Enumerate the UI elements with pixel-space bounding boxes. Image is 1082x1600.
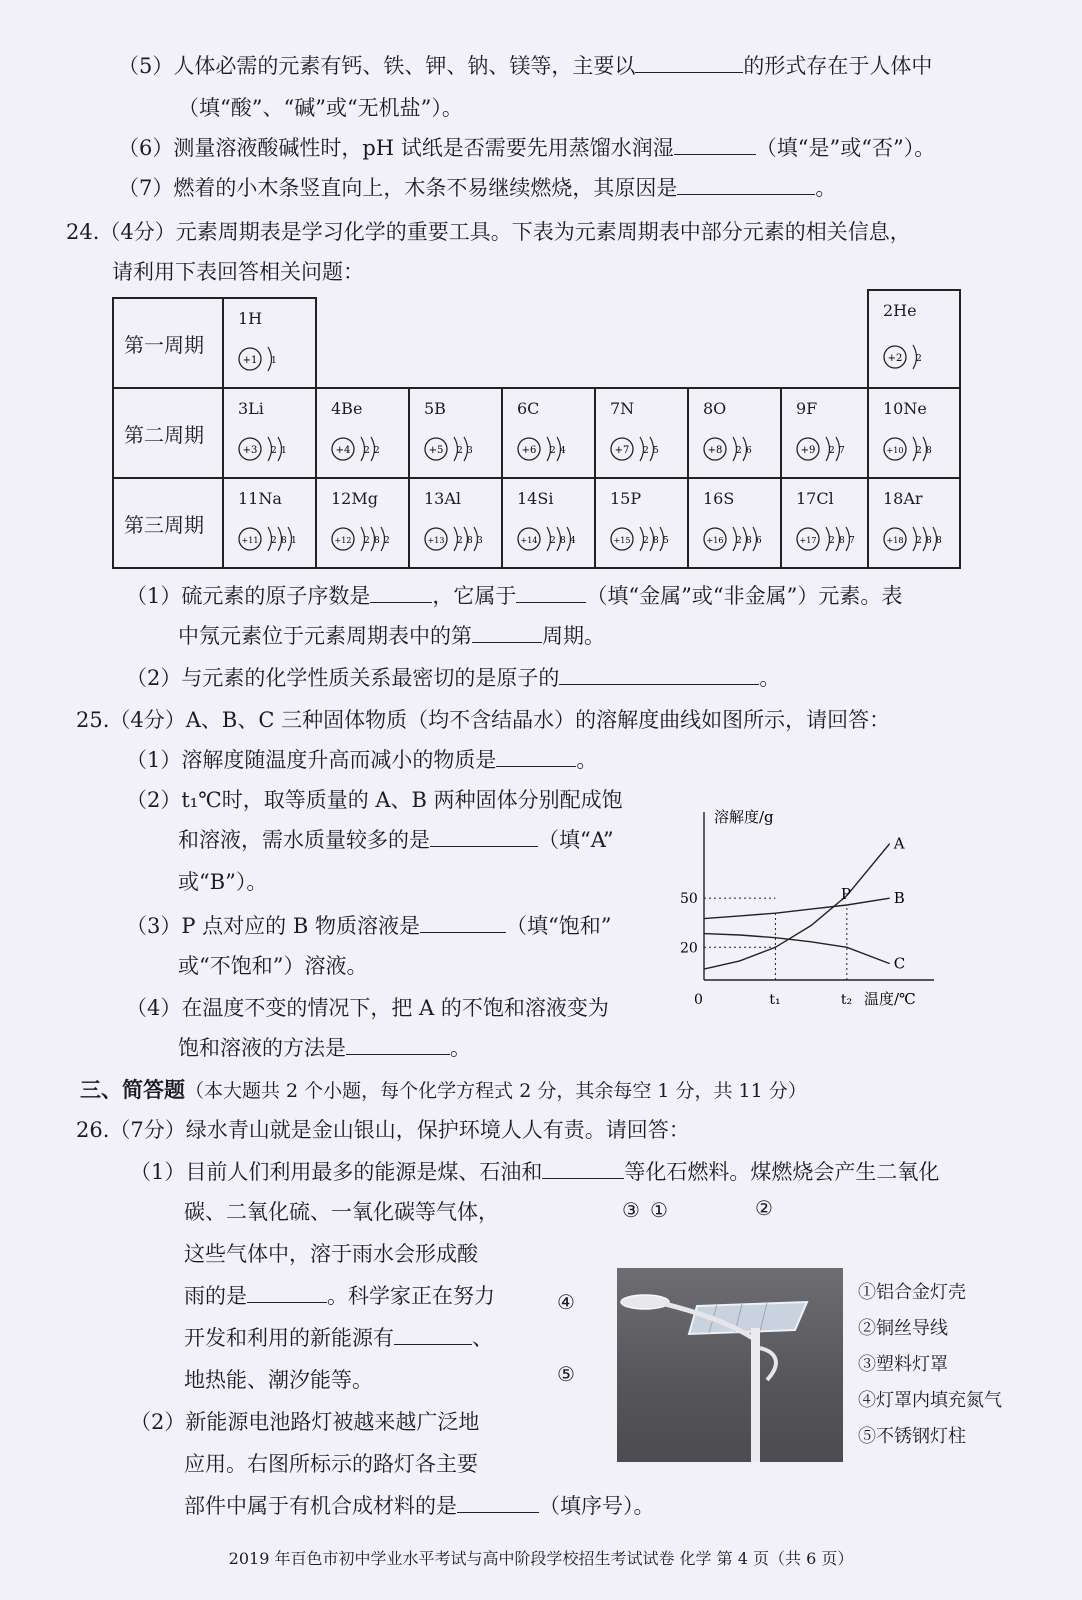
marker-3: ③ — [622, 1198, 640, 1222]
answer-blank[interactable] — [674, 134, 756, 155]
electron-count: 2 — [364, 536, 370, 546]
electron-count: 3 — [477, 536, 483, 546]
marker-2: ② — [755, 1196, 773, 1220]
electron-count: 7 — [849, 536, 855, 546]
q25-part2-cont: 和溶液，需水质量较多的是 （填“A” — [178, 828, 614, 852]
electron-count: 8 — [653, 536, 659, 546]
element-symbol: 1H — [238, 309, 263, 328]
element-cell — [222, 387, 317, 479]
nuclear-charge: +18 — [886, 536, 904, 545]
nuclear-charge: +1 — [242, 355, 258, 366]
element-symbol: 8O — [703, 399, 727, 418]
electron-count: 8 — [281, 536, 287, 546]
atom-structure-diagram — [881, 429, 961, 469]
x-tick-label: 0 — [694, 992, 703, 1008]
electron-count: 8 — [936, 536, 942, 546]
nuclear-charge: +9 — [800, 445, 816, 456]
electron-count: 2 — [916, 446, 922, 456]
q25-part4: （4）在温度不变的情况下，把 A 的不饱和溶液变为 — [126, 996, 609, 1020]
nuclear-charge: +2 — [887, 353, 903, 364]
q24-part1-cont: 中氖元素位于元素周期表中的第 周期。 — [178, 624, 605, 648]
electron-count: 5 — [663, 536, 669, 546]
electron-count: 6 — [756, 536, 762, 546]
atom-structure-diagram — [881, 519, 961, 559]
answer-blank[interactable] — [346, 1034, 450, 1055]
atom-structure-diagram — [422, 429, 502, 469]
atom-structure-diagram — [701, 519, 781, 559]
element-symbol: 16S — [703, 489, 735, 508]
answer-blank[interactable] — [247, 1282, 327, 1303]
electron-count: 2 — [643, 536, 649, 546]
electron-count: 2 — [374, 446, 380, 456]
q26-part2: （2）新能源电池路灯被越来越广泛地 — [130, 1410, 480, 1434]
answer-blank[interactable] — [430, 826, 538, 847]
electron-count: 7 — [839, 446, 845, 456]
x-tick-label: t₁ — [769, 992, 781, 1008]
period-label — [112, 477, 224, 569]
electron-count: 2 — [643, 446, 649, 456]
series-label-c: C — [893, 954, 906, 973]
answer-blank[interactable] — [394, 1324, 472, 1345]
nuclear-charge: +4 — [335, 445, 351, 456]
atom-structure-diagram — [236, 429, 316, 469]
q23-part6: （6）测量溶液酸碱性时，pH 试纸是否需要先用蒸馏水润湿 （填“是”或“否”）。 — [118, 136, 936, 160]
nuclear-charge: +17 — [799, 536, 817, 545]
atom-structure-diagram — [608, 519, 688, 559]
atom-structure-diagram — [329, 429, 409, 469]
atom-structure-diagram — [329, 519, 409, 559]
electron-count: 2 — [550, 446, 556, 456]
x-tick-label: t₂ — [840, 992, 853, 1008]
electron-count: 3 — [467, 446, 473, 456]
electron-count: 2 — [384, 536, 390, 546]
q25-part2-end: 或“B”）。 — [178, 870, 268, 894]
electron-count: 1 — [271, 356, 277, 366]
q26-part1-line4: 雨的是 。科学家正在努力 — [184, 1284, 495, 1308]
period-label-text: 第一周期 — [124, 333, 204, 357]
element-symbol: 9F — [796, 399, 818, 418]
element-symbol: 12Mg — [331, 489, 378, 508]
electron-count: 5 — [653, 446, 659, 456]
element-symbol: 2He — [883, 301, 917, 320]
legend-item: ①铝合金灯壳 — [858, 1282, 966, 1303]
q23-part5-hint: （填“酸”、“碱”或“无机盐”）。 — [178, 96, 463, 120]
x-axis-label: 温度/℃ — [864, 990, 916, 1008]
electron-count: 2 — [457, 446, 463, 456]
electron-count: 8 — [839, 536, 845, 546]
nuclear-charge: +15 — [613, 536, 631, 545]
q25-stem: 25.（4分）A、B、C 三种固体物质（均不含结晶水）的溶解度曲线如图所示，请回答： — [76, 708, 891, 732]
intersection-point-label: P — [840, 885, 851, 903]
periodic-table — [112, 297, 972, 567]
electron-count: 1 — [281, 446, 287, 456]
nuclear-charge: +8 — [707, 445, 723, 456]
answer-blank[interactable] — [677, 174, 815, 195]
q26-part1-line5: 开发和利用的新能源有 、 — [184, 1326, 493, 1350]
atom-structure-diagram — [515, 519, 595, 559]
nuclear-charge: +11 — [241, 536, 259, 545]
marker-5: ⑤ — [557, 1362, 575, 1386]
period-label-text: 第三周期 — [124, 513, 204, 537]
nuclear-charge: +12 — [334, 536, 352, 545]
answer-blank[interactable] — [516, 582, 586, 603]
electron-count: 2 — [916, 536, 922, 546]
q25-part4-cont: 饱和溶液的方法是 。 — [178, 1036, 471, 1060]
electron-count: 1 — [291, 536, 297, 546]
atom-structure-diagram — [608, 429, 688, 469]
element-symbol: 14Si — [517, 489, 554, 508]
electron-count: 2 — [364, 446, 370, 456]
nuclear-charge: +5 — [428, 445, 444, 456]
electron-count: 4 — [570, 536, 576, 546]
answer-blank[interactable] — [542, 1158, 624, 1179]
q25-part2: （2）t₁℃时，取等质量的 A、B 两种固体分别配成饱 — [126, 788, 623, 812]
q26-part1: （1）目前人们利用最多的能源是煤、石油和 等化石燃料。煤燃烧会产生二氧化 — [130, 1160, 940, 1184]
electron-count: 8 — [926, 536, 932, 546]
series-line-b — [704, 898, 890, 918]
nuclear-charge: +7 — [614, 445, 630, 456]
page-footer: 2019 年百色市初中学业水平考试与高中阶段学校招生考试试卷 化学 第 4 页（共 6 页） — [228, 1549, 854, 1568]
element-symbol: 17Cl — [796, 489, 834, 508]
q26-part1-line3: 这些气体中，溶于雨水会形成酸 — [184, 1242, 478, 1266]
electron-count: 2 — [271, 446, 277, 456]
solubility-chart — [680, 808, 970, 1028]
element-cell — [501, 387, 596, 479]
element-symbol: 15P — [610, 489, 642, 508]
element-cell — [687, 387, 782, 479]
electron-count: 8 — [467, 536, 473, 546]
element-symbol: 3Li — [238, 399, 264, 418]
element-cell — [867, 387, 961, 479]
legend-item: ⑤不锈钢灯柱 — [858, 1426, 966, 1447]
electron-count: 8 — [374, 536, 380, 546]
nuclear-charge: +16 — [706, 536, 724, 545]
element-cell — [222, 477, 317, 569]
electron-count: 2 — [916, 354, 922, 364]
element-cell — [501, 477, 596, 569]
series-label-a: A — [893, 834, 905, 853]
electron-count: 8 — [560, 536, 566, 546]
atom-structure-diagram — [701, 429, 781, 469]
element-symbol: 7N — [610, 399, 635, 418]
electron-count: 8 — [746, 536, 752, 546]
q24-stem: 24.（4分）元素周期表是学习化学的重要工具。下表为元素周期表中部分元素的相关信息， — [66, 220, 911, 244]
street-lamp-photo — [617, 1268, 843, 1462]
q23-part5: （5）人体必需的元素有钙、铁、钾、钠、镁等，主要以 的形式存在于人体中 — [118, 54, 933, 78]
element-cell — [315, 387, 410, 479]
q26-stem: 26.（7分）绿水青山就是金山银山，保护环境人人有责。请回答： — [76, 1118, 690, 1142]
element-symbol: 13Al — [424, 489, 462, 508]
q25-part3: （3）P 点对应的 B 物质溶液是 （填“饱和” — [126, 914, 612, 938]
element-symbol: 11Na — [238, 489, 282, 508]
period-label-text: 第二周期 — [124, 423, 204, 447]
answer-blank[interactable] — [457, 1492, 539, 1513]
element-cell — [408, 477, 503, 569]
electron-count: 2 — [829, 446, 835, 456]
element-symbol: 5B — [424, 399, 446, 418]
q26-part2-line3: 部件中属于有机合成材料的是 （填序号）。 — [184, 1494, 655, 1518]
legend-item: ②铜丝导线 — [858, 1318, 948, 1339]
element-cell — [780, 387, 869, 479]
electron-count: 2 — [736, 536, 742, 546]
electron-count: 4 — [560, 446, 566, 456]
q26-part1-line2: 碳、二氧化硫、一氧化碳等气体， — [184, 1200, 499, 1224]
nuclear-charge: +10 — [886, 446, 904, 455]
legend-item: ③塑料灯罩 — [858, 1354, 948, 1375]
nuclear-charge: +13 — [427, 536, 445, 545]
element-symbol: 18Ar — [883, 489, 923, 508]
element-cell — [867, 477, 961, 569]
nuclear-charge: +3 — [242, 445, 258, 456]
y-tick-label: 20 — [680, 940, 698, 957]
nuclear-charge: +6 — [521, 445, 537, 456]
atom-structure-diagram — [515, 429, 595, 469]
element-cell — [594, 387, 689, 479]
q24-part1: （1）硫元素的原子序数是 ，它属于 （填“金属”或“非金属”）元素。表 — [126, 584, 903, 608]
q26-part1-line6: 地热能、潮汐能等。 — [184, 1368, 373, 1392]
atom-structure-diagram — [422, 519, 502, 559]
element-cell — [867, 289, 961, 389]
atom-structure-diagram — [794, 429, 874, 469]
q25-part1: （1）溶解度随温度升高而减小的物质是 。 — [126, 748, 598, 772]
q24-part2: （2）与元素的化学性质关系最密切的是原子的 。 — [126, 666, 781, 690]
answer-blank[interactable] — [370, 582, 432, 603]
nuclear-charge: +14 — [520, 536, 538, 545]
answer-blank[interactable] — [420, 912, 506, 933]
period-label — [112, 297, 224, 389]
street-lamp-drawing — [617, 1268, 843, 1462]
element-cell — [780, 477, 869, 569]
marker-1: ① — [650, 1198, 668, 1222]
legend-item: ④灯罩内填充氮气 — [858, 1390, 1002, 1411]
electron-count: 2 — [457, 536, 463, 546]
y-tick-label: 50 — [680, 891, 698, 908]
electron-count: 8 — [926, 446, 932, 456]
answer-blank[interactable] — [472, 622, 542, 643]
series-line-a — [704, 844, 890, 970]
electron-count: 2 — [271, 536, 277, 546]
answer-blank[interactable] — [635, 52, 743, 73]
series-line-c — [704, 934, 890, 964]
electron-count: 6 — [746, 446, 752, 456]
element-cell — [408, 387, 503, 479]
element-cell — [594, 477, 689, 569]
element-symbol: 4Be — [331, 399, 363, 418]
atom-structure-diagram — [881, 337, 961, 377]
element-symbol: 6C — [517, 399, 540, 418]
marker-4: ④ — [557, 1290, 575, 1314]
electron-count: 2 — [550, 536, 556, 546]
atom-structure-diagram — [236, 339, 316, 379]
section-3-heading: 三、简答题（本大题共 2 个小题，每个化学方程式 2 分，其余每空 1 分，共 11 分） — [80, 1077, 807, 1102]
electron-count: 2 — [736, 446, 742, 456]
atom-structure-diagram — [236, 519, 316, 559]
element-symbol: 10Ne — [883, 399, 927, 418]
answer-blank[interactable] — [559, 664, 759, 685]
q26-part2-line2: 应用。右图所标示的路灯各主要 — [184, 1452, 478, 1476]
q25-part3-end: 或“不饱和”）溶液。 — [178, 954, 368, 978]
atom-structure-diagram — [794, 519, 874, 559]
element-cell — [687, 477, 782, 569]
element-cell — [315, 477, 410, 569]
period-label — [112, 387, 224, 479]
answer-blank[interactable] — [496, 746, 576, 767]
series-label-b: B — [893, 889, 905, 908]
element-cell — [222, 297, 317, 389]
y-axis-label: 溶解度/g — [714, 808, 774, 826]
q24-stem-2: 请利用下表回答相关问题： — [112, 260, 364, 284]
electron-count: 2 — [829, 536, 835, 546]
q23-part7: （7）燃着的小木条竖直向上，木条不易继续燃烧，其原因是 。 — [118, 176, 837, 200]
